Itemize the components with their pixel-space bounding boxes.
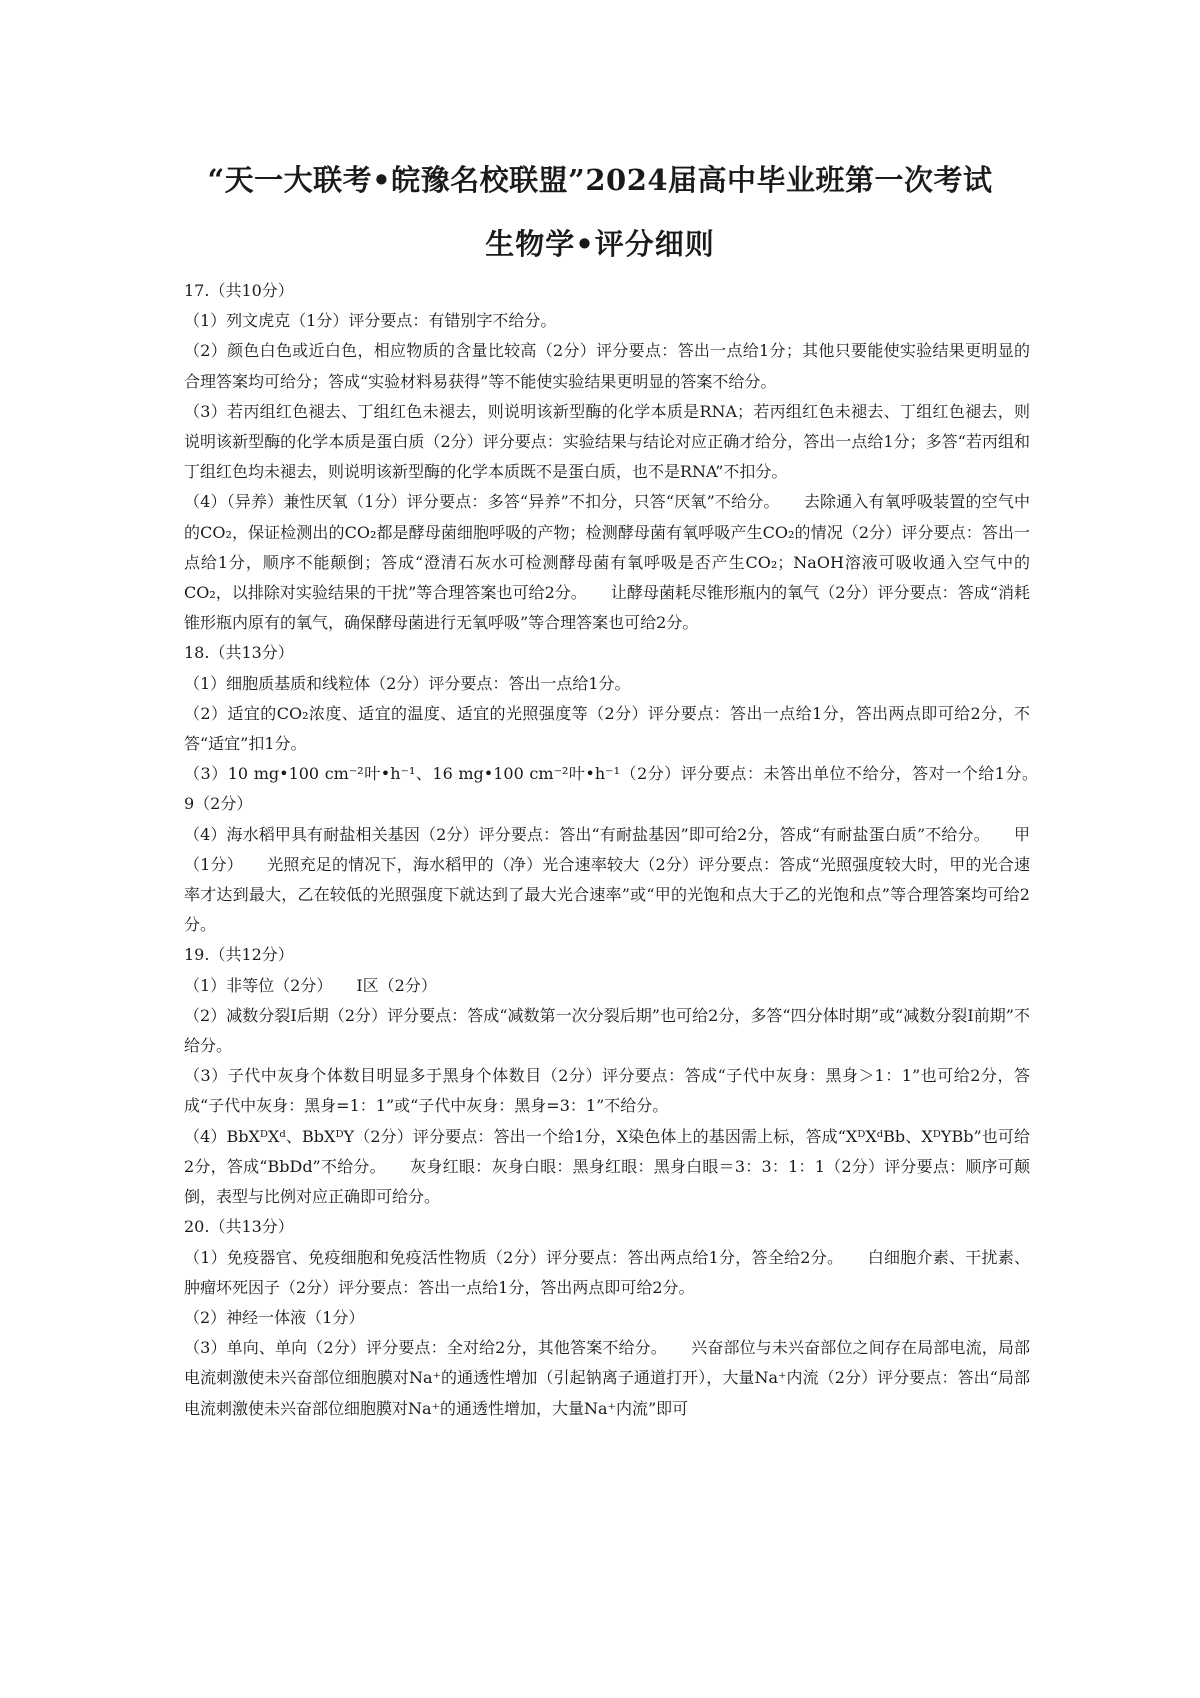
question-heading-17: 17.（共10分） [184,281,294,300]
answer-paragraph: （4）BbXᴰXᵈ、BbXᴰY（2分）评分要点：答出一个给1分，X染色体上的基因需上标，答成“XᴰXᵈBb、XᴰYBb”也可给2分，答成“BbDd”不给分。 灰身红眼：灰身白眼：黑身红眼：黑身白眼＝3：3：1：1（2分）评分要点：顺序可颠倒，表型与比例对应正确即可给分。 [184,1126,1030,1207]
answer-paragraph: （3）单向、单向（2分）评分要点：全对给2分，其他答案不给分。 兴奋部位与未兴奋部位之间存在局部电流，局部电流刺激使未兴奋部位细胞膜对Na⁺的通透性增加（引起钠离子通道打开），大量Na⁺内流（2分）评分要点：答出“局部电流刺激使未兴奋部位细胞膜对Na⁺的通透性增加，大量Na⁺内流”即可 [184,1338,1030,1418]
answer-paragraph: （2）减数分裂Ⅰ后期（2分）评分要点：答成“减数第一次分裂后期”也可给2分，多答“四分体时期”或“减数分裂Ⅰ前期”不给分。 [184,1005,1030,1056]
question-heading-18: 18.（共13分） [184,643,294,663]
document-body [184,276,1063,1424]
answer-paragraph: （3）子代中灰身个体数目明显多于黑身个体数目（2分）评分要点：答成“子代中灰身：黑身＞1：1”也可给2分，答成“子代中灰身：黑身=1：1”或“子代中灰身：黑身=3：1”不给分。 [184,1066,1030,1116]
question-heading-19: 19.（共12分） [184,945,294,965]
answer-paragraph: （2）适宜的CO₂浓度、适宜的温度、适宜的光照强度等（2分）评分要点：答出一点给1分，答出两点即可给2分，不答“适宜”扣1分。 [184,703,1030,754]
answer-paragraph: （4）海水稻甲具有耐盐相关基因（2分）评分要点：答出“有耐盐基因”即可给2分，答成“有耐盐蛋白质”不给分。 甲（1分） 光照充足的情况下，海水稻甲的（净）光合速率较大（2分）评分要点：答成“光照强度较大时，甲的光合速率才达到最大，乙在较低的光照强度下就达到了最大光合速率”或“甲的光饱和点大于乙的光饱和点”等合理答案均可给2分。 [184,824,1030,935]
answer-paragraph: （3）若丙组红色褪去、丁组红色未褪去，则说明该新型酶的化学本质是RNA；若丙组红色未褪去、丁组红色褪去，则说明该新型酶的化学本质是蛋白质（2分）评分要点：实验结果与结论对应正确才给分，答出一点给1分；多答“若丙组和丁组红色均未褪去，则说明该新型酶的化学本质既不是蛋白质，也不是RNA”不扣分。 [184,401,1030,482]
answer-paragraph: （1）非等位（2分） Ⅰ区（2分） [184,975,437,995]
document-title: “天一大联考•皖豫名校联盟”2024届高中毕业班第一次考试 [207,163,993,197]
answer-paragraph: （1）列文虎克（1分）评分要点：有错别字不给分。 [184,311,557,331]
answer-paragraph: （2）神经一体液（1分） [184,1307,365,1327]
answer-paragraph: （1）免疫器官、免疫细胞和免疫活性物质（2分）评分要点：答出两点给1分，答全给2分。 白细胞介素、干扰素、肿瘤坏死因子（2分）评分要点：答出一点给1分，答出两点即可给2分。 [184,1247,1030,1297]
question-heading-20: 20.（共13分） [184,1217,294,1237]
answer-paragraph: （4）（异养）兼性厌氧（1分）评分要点：多答“异养”不扣分，只答“厌氧”不给分。 去除通入有氧呼吸装置的空气中的CO₂，保证检测出的CO₂都是酵母菌细胞呼吸的产物；检测酵母菌有氧呼吸产生CO₂的情况（2分）评分要点：答出一点给1分，顺序不能颠倒；答成“澄清石灰水可检测酵母菌有氧呼吸是否产生CO₂；NaOH溶液可吸收通入空气中的CO₂，以排除对实验结果的干扰”等合理答案也可给2分。 让酵母菌耗尽锥形瓶内的氧气（2分）评分要点：答成“消耗锥形瓶内原有的氧气，确保酵母菌进行无氧呼吸”等合理答案也可给2分。 [184,492,1030,633]
document-subtitle: 生物学•评分细则 [485,227,715,261]
answer-paragraph: （3）10 mg•100 cm⁻²叶•h⁻¹、16 mg•100 cm⁻²叶•h⁻¹（2分）评分要点：未答出单位不给分，答对一个给1分。 9（2分） [184,764,1063,814]
answer-paragraph: （2）颜色白色或近白色，相应物质的含量比较高（2分）评分要点：答出一点给1分；其他只要能使实验结果更明显的合理答案均可给分；答成“实验材料易获得”等不能使实验结果更明显的答案不给分。 [184,341,1030,391]
answer-paragraph: （1）细胞质基质和线粒体（2分）评分要点：答出一点给1分。 [184,673,631,693]
